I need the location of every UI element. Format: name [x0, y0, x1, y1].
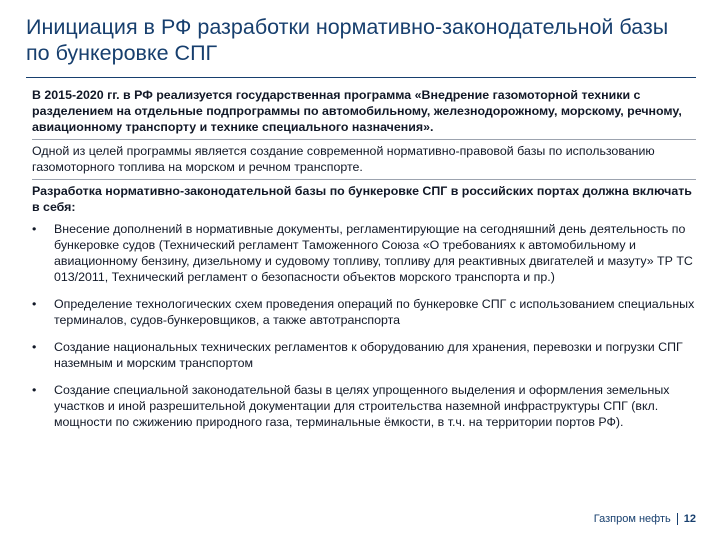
slide-title: Инициация в РФ разработки нормативно-законодательной базы по бункеровке СПГ — [26, 15, 669, 65]
bullet-icon: • — [32, 297, 37, 311]
list-item-text: Определение технологических схем проведения операций по бункеровке СПГ с использованием специальных терминалов, судов-бункеровщиков, а также автотранспорта — [54, 297, 695, 327]
footer-divider — [677, 513, 678, 525]
list-item-text: Создание специальной законодательной базы в целях упрощенного выделения и оформления земельных участков и иной разрешительной документации для строительства наземной инфраструктуры СПГ (вкл. мощности по сжижению природного газа, терминальные ёмкости, в т.ч. на территории портов РФ). — [54, 383, 670, 429]
footer-company: Газпром нефть — [593, 513, 671, 525]
list-item — [32, 221, 696, 285]
separator-2 — [32, 179, 696, 180]
list-item — [32, 382, 696, 430]
separator-1 — [32, 139, 696, 140]
requirements-list — [32, 221, 696, 430]
list-item — [32, 339, 696, 371]
list-item-text: Внесение дополнений в нормативные документы, регламентирующие на сегодняшний день деятельность по бункеровке судов (Технический регламент Таможенного Союза «О требованиях к автомобильному и авиационному бензину, дизельному и судовому топливу, топливу для реактивных двигателей и мазуту» ТР ТС 013/2011, Технический регламент о безопасности объектов морского транспорта и пр.) — [54, 222, 693, 284]
bullet-icon: • — [32, 222, 37, 236]
list-item — [32, 296, 696, 328]
footer — [594, 512, 696, 526]
intro-paragraph: В 2015-2020 гг. в РФ реализуется государственная программа «Внедрение газомоторной техники с разделением на отдельные подпрограммы по автомобильному, железнодорожному, морскому, речному, авиационному транспорту и технике специального назначения». — [32, 88, 682, 134]
goal-paragraph: Одной из целей программы является создание современной нормативно-правовой базы по использованию газомоторного топлива на морском и речном транспорте. — [32, 144, 655, 174]
bullet-icon: • — [32, 340, 37, 354]
slide-content — [32, 87, 696, 430]
page-number: 12 — [683, 513, 696, 525]
bullet-icon: • — [32, 383, 37, 397]
title-divider — [26, 77, 696, 78]
list-item-text: Создание национальных технических регламентов к оборудованию для хранения, перевозки и погрузки СПГ наземным и морским транспортом — [54, 340, 683, 370]
list-heading: Разработка нормативно-законодательной базы по бункеровке СПГ в российских портах должна включать в себя: — [32, 184, 692, 214]
